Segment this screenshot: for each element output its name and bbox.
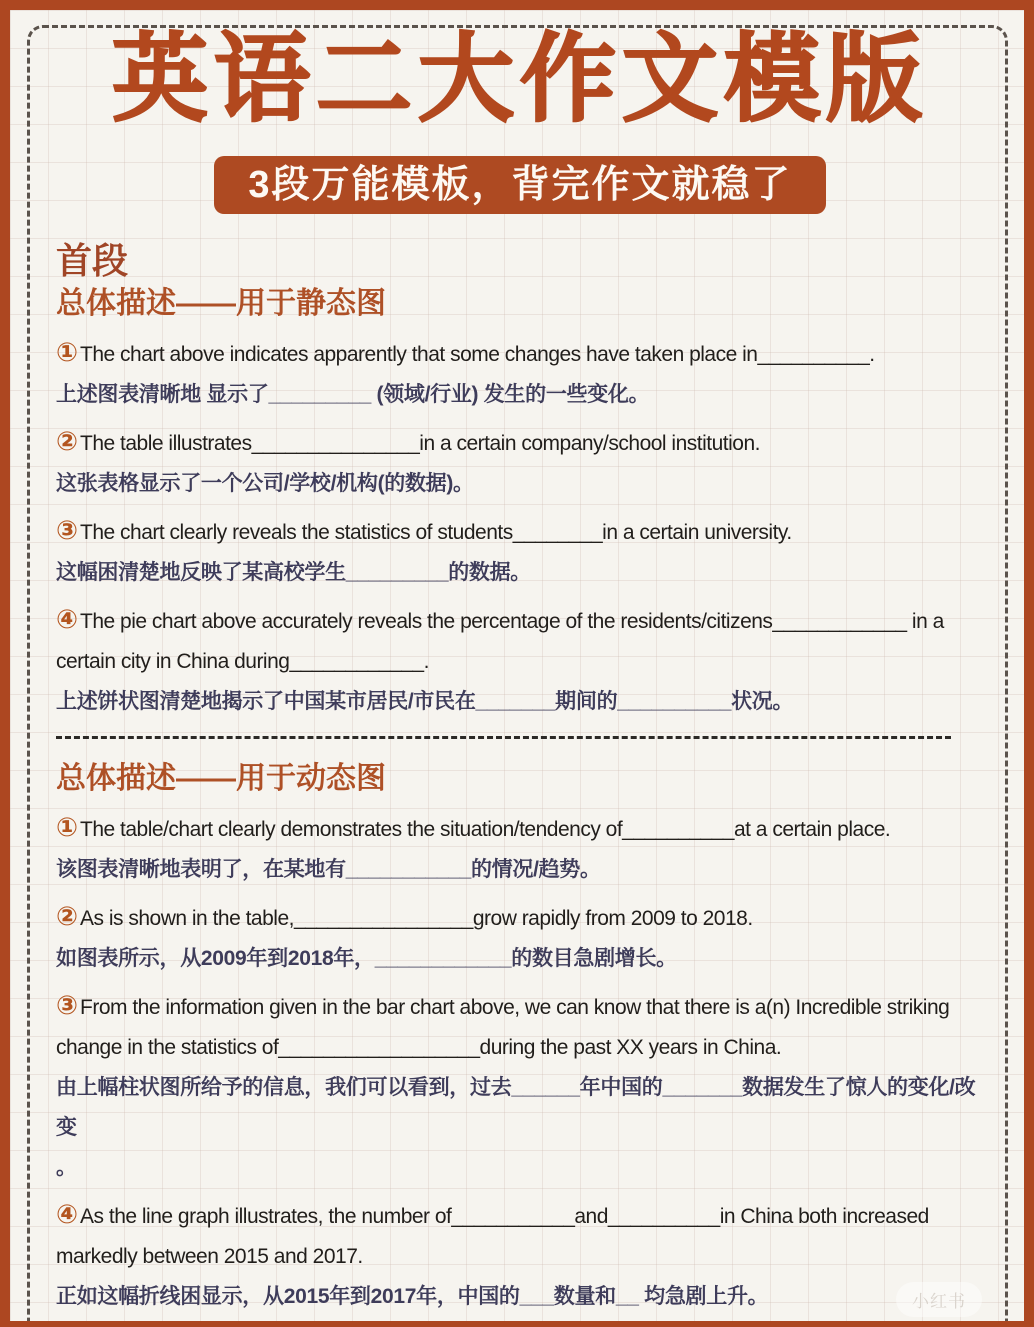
chinese-translation-period: 。 bbox=[56, 1156, 77, 1179]
item-number: ① bbox=[56, 337, 79, 367]
chinese-translation: 上述饼状图清楚地揭示了中国某市居民/市民在_______期间的__________状况。 bbox=[56, 690, 794, 713]
template-english-sentence bbox=[56, 421, 984, 464]
template-english-sentence bbox=[56, 510, 984, 553]
subsection-heading-dynamic-chart: 总体描述——用于动态图 bbox=[56, 762, 386, 795]
english-text: The chart clearly reveals the statistics of students________in a certain university. bbox=[80, 521, 792, 544]
template-item-dynamic-1 bbox=[56, 807, 984, 890]
template-english-sentence bbox=[56, 599, 984, 682]
chinese-translation: 如图表所示，从2009年到2018年，____________的数目急剧增长。 bbox=[56, 947, 677, 970]
page-title: 英语二大作文模版 bbox=[112, 26, 928, 133]
template-item-static-2 bbox=[56, 421, 984, 504]
english-text: The table illustrates_______________in a certain company/school institution. bbox=[80, 432, 760, 455]
english-text: The chart above indicates apparently that some changes have taken place in__________. bbox=[80, 343, 875, 366]
chinese-translation: 正如这幅折线困显示，从2015年到2017年，中国的___数量和__ 均急剧上升。 bbox=[56, 1285, 769, 1308]
page-content bbox=[10, 10, 1024, 1317]
item-number: ③ bbox=[56, 515, 79, 545]
template-item-dynamic-2 bbox=[56, 896, 984, 979]
template-item-static-1 bbox=[56, 332, 984, 415]
template-english-sentence bbox=[56, 807, 984, 850]
template-item-dynamic-3 bbox=[56, 985, 984, 1188]
chinese-translation: 这幅困清楚地反映了某高校学生_________的数据。 bbox=[56, 561, 532, 584]
english-text: The table/chart clearly demonstrates the situation/tendency of__________at a certain place. bbox=[80, 818, 891, 841]
english-text: From the information given in the bar chart above, we can know that there is a(n) Incredible striking change in the statistics of__________________during the past XX years in China. bbox=[56, 996, 950, 1059]
item-number: ④ bbox=[56, 604, 79, 634]
item-number: ④ bbox=[56, 1199, 79, 1229]
template-item-static-3 bbox=[56, 510, 984, 593]
template-english-sentence bbox=[56, 332, 984, 375]
english-text: The pie chart above accurately reveals the percentage of the residents/citizens____________ in a certain city in China during____________. bbox=[56, 610, 944, 673]
subtitle-badge: 3段万能模板，背完作文就稳了 bbox=[214, 156, 825, 214]
template-english-sentence bbox=[56, 1194, 984, 1277]
xiaohongshu-watermark: 小红书 bbox=[896, 1282, 982, 1317]
template-english-sentence bbox=[56, 896, 984, 939]
static-template-list bbox=[56, 332, 984, 722]
template-item-dynamic-4 bbox=[56, 1194, 984, 1317]
template-english-sentence bbox=[56, 985, 984, 1068]
dynamic-template-list bbox=[56, 807, 984, 1317]
chinese-translation: 由上幅柱状图所给予的信息，我们可以看到，过去______年中国的_______数据发生了惊人的变化/改变 bbox=[56, 1076, 976, 1139]
item-number: ③ bbox=[56, 990, 79, 1020]
section-divider bbox=[56, 736, 951, 739]
template-item-static-4 bbox=[56, 599, 984, 722]
item-number: ② bbox=[56, 901, 79, 931]
chinese-translation: 这张表格显示了一个公司/学校/机构(的数据)。 bbox=[56, 472, 474, 495]
chinese-translation: 上述图表清晰地 显示了_________ (领域/行业) 发生的一些变化。 bbox=[56, 383, 650, 406]
item-number: ② bbox=[56, 426, 79, 456]
english-text: As is shown in the table,________________grow rapidly from 2009 to 2018. bbox=[80, 907, 753, 930]
item-number: ① bbox=[56, 812, 79, 842]
chinese-translation: 该图表清晰地表明了，在某地有___________的情况/趋势。 bbox=[56, 858, 601, 881]
english-text: As the line graph illustrates, the number of___________and__________in China both increased markedly between 2015 and 2017. bbox=[56, 1205, 929, 1268]
section-heading-first-paragraph: 首段 bbox=[56, 240, 129, 281]
subsection-heading-static-chart: 总体描述——用于静态图 bbox=[56, 287, 386, 320]
